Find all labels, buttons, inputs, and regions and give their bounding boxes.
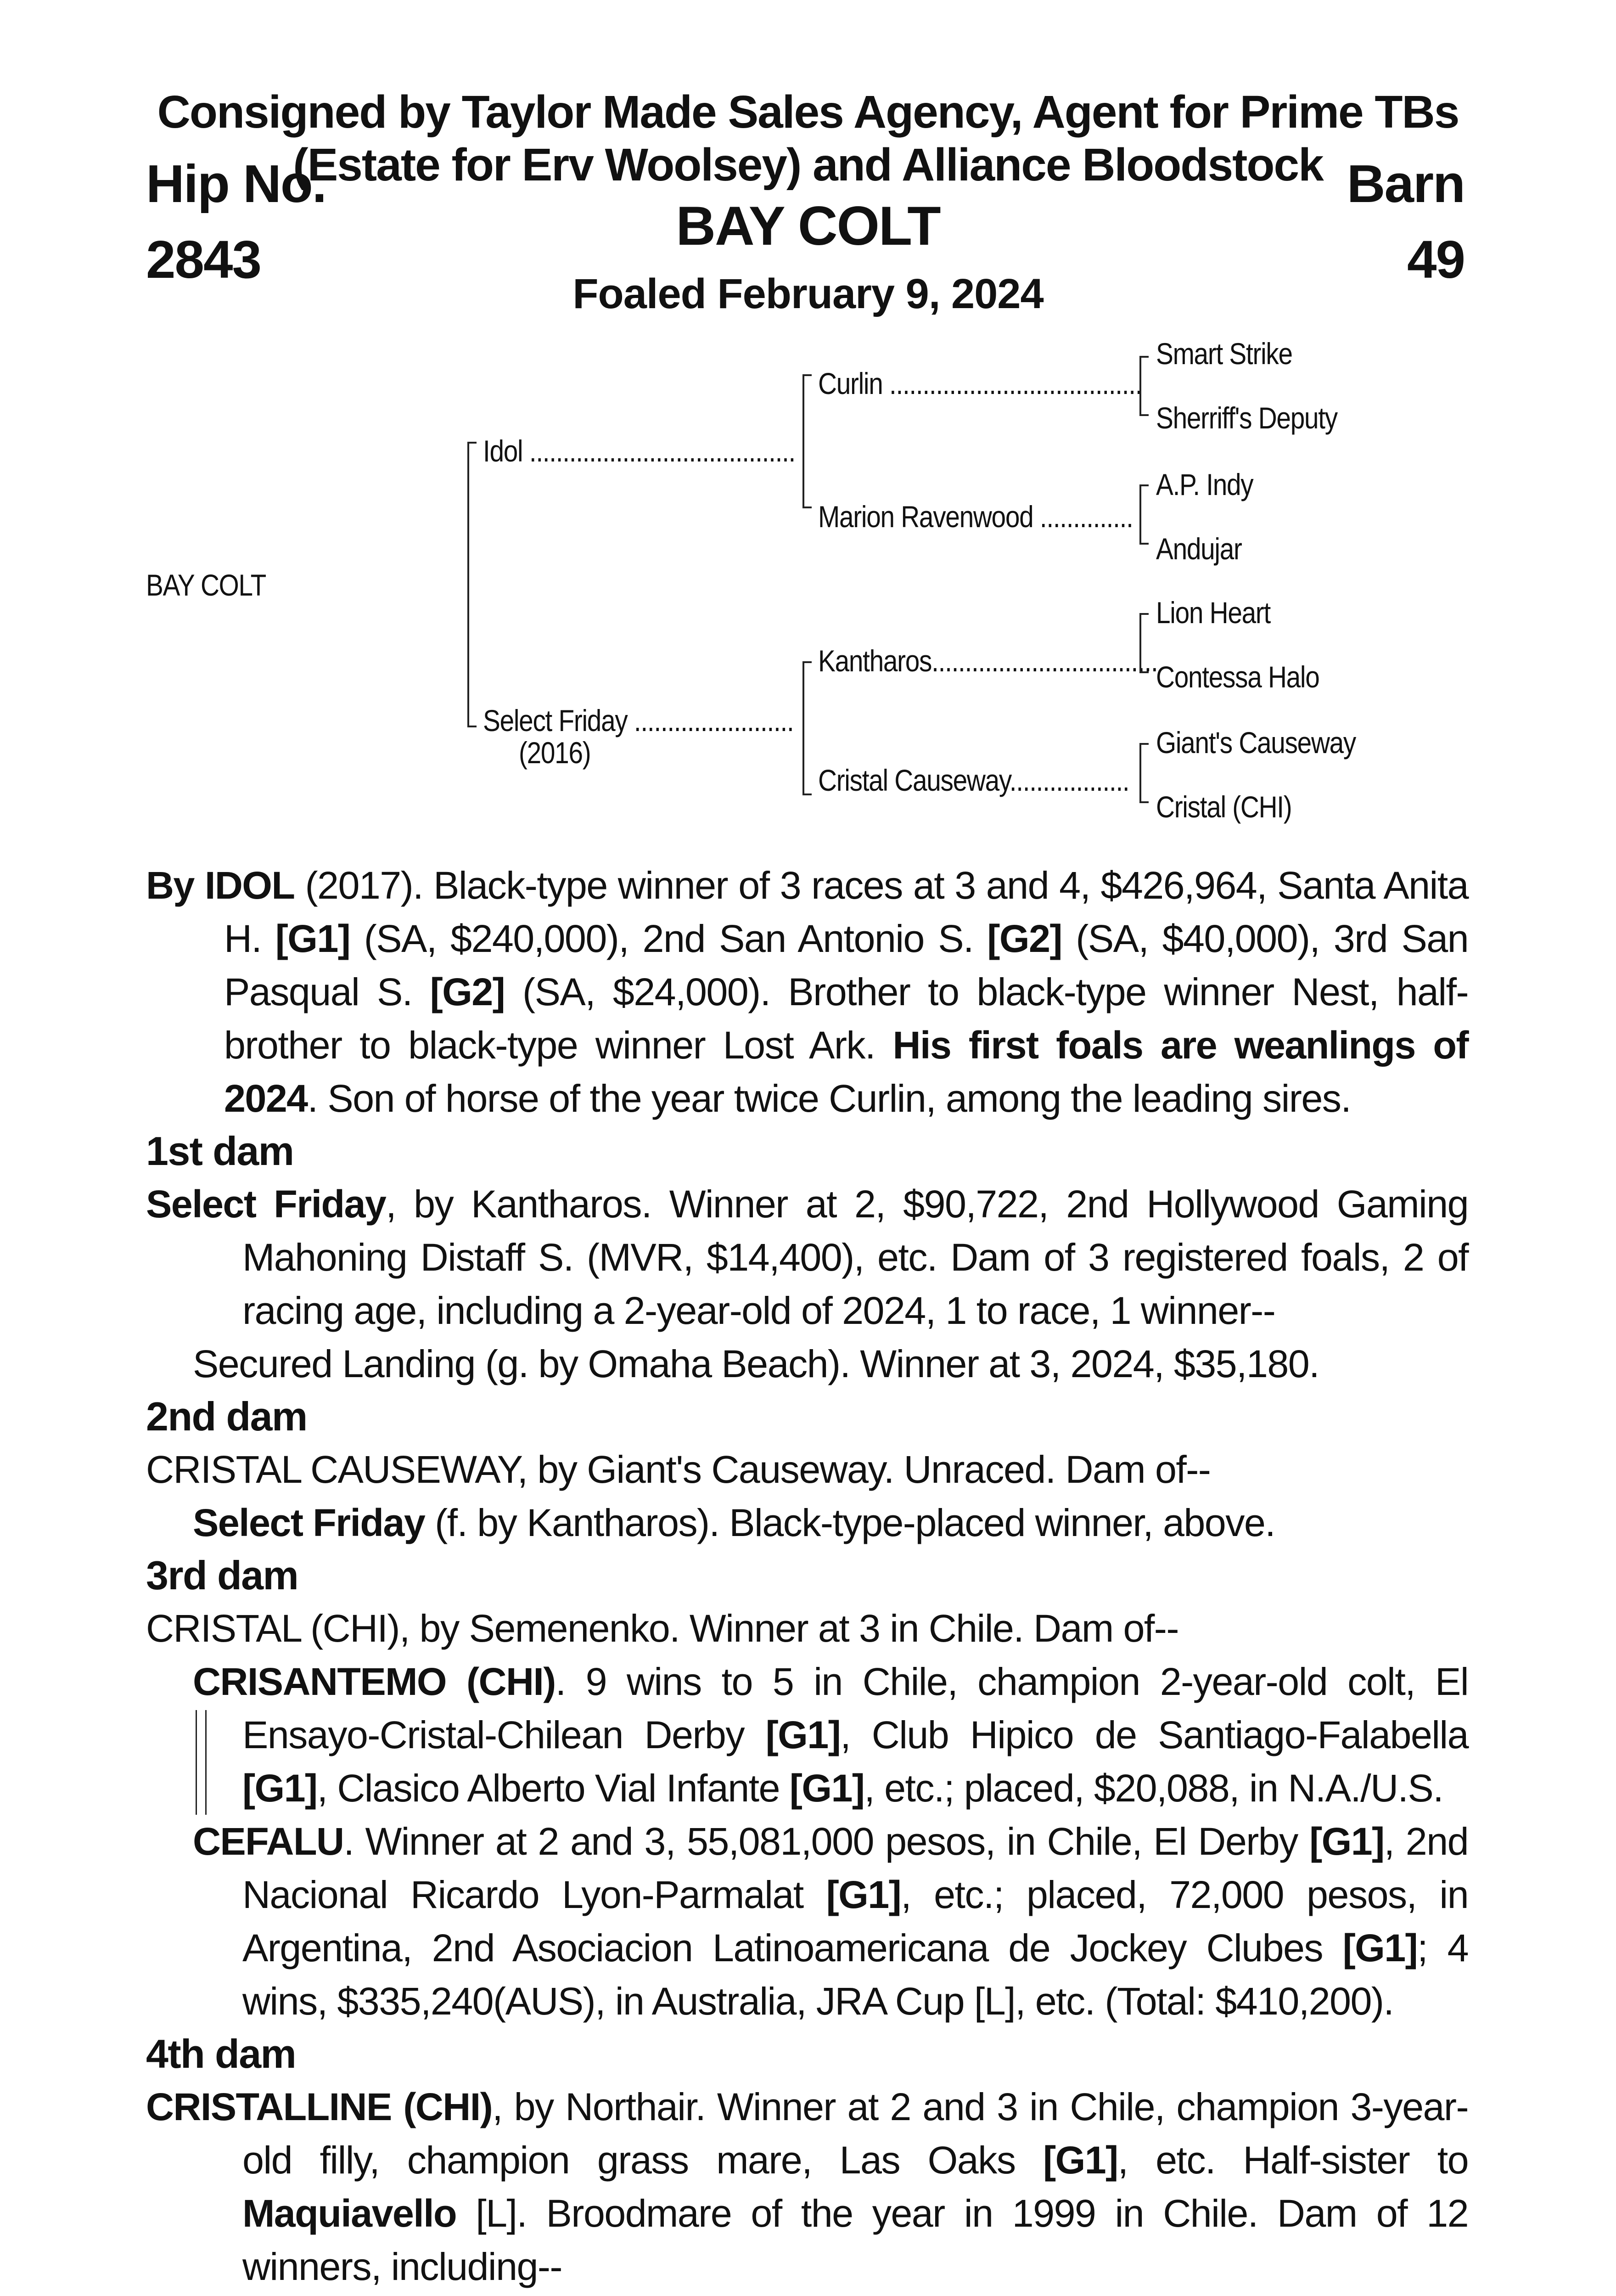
pedigree-subject: BAY COLT (146, 568, 266, 602)
third-dam-produce-cefalu: CEFALU. Winner at 2 and 3, 55,081,000 pesos, in Chile, El Derby [G1], 2nd Nacional Ricardo Lyon-Parmalat [G1], etc.; placed, 72,000 pesos, in Argentina, 2nd Asociacion Latinoamericana de Jockey Clubes [G1]; 4 wins, $335,240(AUS), in Australia, JRA Cup [L], etc. (Total: $410,200). (193, 1820, 1468, 2023)
barn-number: 49 (1407, 230, 1464, 289)
third-dam-produce-crisantemo: CRISANTEMO (CHI). 9 wins to 5 in Chile, champion 2-year-old colt, El Ensayo-Cristal-Chilean Derby [G1], Club Hipico de Santiago-Falabella [G1], Clasico Alberto Vial Infante [G1], etc.; placed, $20,088, in N.A./U.S. (146, 1655, 1468, 1815)
produce-bars (196, 1710, 207, 1815)
pedigree-tick (802, 661, 812, 663)
pedigree-tick (1139, 356, 1149, 358)
pedigree-tick (802, 793, 812, 795)
pedigree-ss-sire: Smart Strike (1156, 337, 1292, 371)
pedigree-tick (802, 374, 812, 376)
hip-number: 2843 (146, 230, 261, 289)
pedigree-bracket (802, 661, 804, 795)
pedigree-dam-sire: Kantharos.................................. (818, 644, 1158, 678)
pedigree-tick (1139, 613, 1149, 615)
pedigree-tick (467, 442, 477, 444)
pedigree-bracket (1139, 356, 1141, 416)
fourth-dam-produce-crystal-house (146, 2293, 1468, 2296)
consignor-line-1: Consigned by Taylor Made Sales Agency, Agent for Prime TBs (157, 86, 1459, 138)
pedigree-sd-dam: Andujar (1156, 532, 1242, 566)
pedigree-ds-sire: Lion Heart (1156, 596, 1270, 630)
sire-paragraph: By IDOL (2017). Black-type winner of 3 races at 3 and 4, $426,964, Santa Anita H. [G1] (SA, $240,000), 2nd San Antonio S. [G2] (SA, $40,000), 3rd San Pasqual S. [G2] (SA, $24,000). Brother to black-type winner Nest, half-brother to black-type winner Lost Ark. His first foals are weanlings of 2024. Son of horse of the year twice Curlin, among the leading sires. (146, 864, 1469, 1120)
fourth-dam-heading: 4th dam (146, 2031, 296, 2077)
third-dam-heading: 3rd dam (146, 1553, 298, 1598)
pedigree-dd-sire: Giant's Causeway (1156, 726, 1356, 760)
barn-label: Barn (1347, 154, 1464, 214)
first-dam-produce: Secured Landing (g. by Omaha Beach). Winner at 3, 2024, $35,180. (193, 1342, 1319, 1385)
pedigree-bracket (1139, 484, 1141, 544)
pedigree-dd-dam: Cristal (CHI) (1156, 790, 1292, 824)
pedigree-tick (1139, 671, 1149, 673)
pedigree-sire-dam: Marion Ravenwood .............. (818, 500, 1133, 534)
pedigree-tick (1139, 801, 1149, 803)
pedigree-sire-sire: Curlin ...................................... (818, 366, 1142, 400)
pedigree-ds-dam: Contessa Halo (1156, 660, 1319, 694)
pedigree-tick (467, 726, 477, 727)
pedigree-tick (1139, 543, 1149, 545)
pedigree-sire: Idol ........................................ (483, 434, 796, 468)
first-dam-heading: 1st dam (146, 1128, 294, 1174)
pedigree-tick (1139, 484, 1149, 486)
pedigree-tick (1139, 414, 1149, 416)
pedigree-sd-sire: A.P. Indy (1156, 467, 1253, 501)
pedigree-bracket (1139, 743, 1141, 803)
pedigree-ss-dam: Sherriff's Deputy (1156, 401, 1337, 435)
fourth-dam-paragraph: CRISTALLINE (CHI), by Northair. Winner at 2 and 3 in Chile, champion 3-year-old filly, champion grass mare, Las Oaks [G1], etc. Half-sister to Maquiavello [L]. Broodmare of the year in 1999 in Chile. Dam of 12 winners, including-- (146, 2085, 1468, 2288)
foaled-date: Foaled February 9, 2024 (572, 270, 1044, 317)
pedigree-dam-dam: Cristal Causeway.................. (818, 763, 1129, 797)
pedigree-tick (802, 506, 812, 508)
horse-title: BAY COLT (676, 195, 940, 257)
first-dam-paragraph: Select Friday, by Kantharos. Winner at 2, $90,722, 2nd Hollywood Gaming Mahoning Distaff S. (MVR, $14,400), etc. Dam of 3 registered foals, 2 of racing age, including a 2-year-old of 2024, 1 to race, 1 winner-- (146, 1182, 1468, 1332)
pedigree-bracket (467, 442, 469, 727)
pedigree-dam-year: (2016) (519, 736, 591, 770)
pedigree-bracket (1139, 613, 1141, 673)
second-dam-produce: Select Friday (f. by Kantharos). Black-type-placed winner, above. (193, 1501, 1275, 1544)
pedigree-bracket (802, 374, 804, 508)
catalog-body (146, 859, 1468, 2296)
third-dam-paragraph: CRISTAL (CHI), by Semenenko. Winner at 3 in Chile. Dam of-- (146, 1607, 1178, 1650)
consignor-line-2: (Estate for Erv Woolsey) and Alliance Bloodstock (293, 139, 1323, 191)
pedigree-dam: Select Friday ........................ (483, 703, 794, 737)
second-dam-paragraph: CRISTAL CAUSEWAY, by Giant's Causeway. Unraced. Dam of-- (146, 1448, 1211, 1491)
pedigree-tick (1139, 743, 1149, 745)
hip-label: Hip No. (146, 154, 326, 214)
second-dam-heading: 2nd dam (146, 1394, 307, 1439)
